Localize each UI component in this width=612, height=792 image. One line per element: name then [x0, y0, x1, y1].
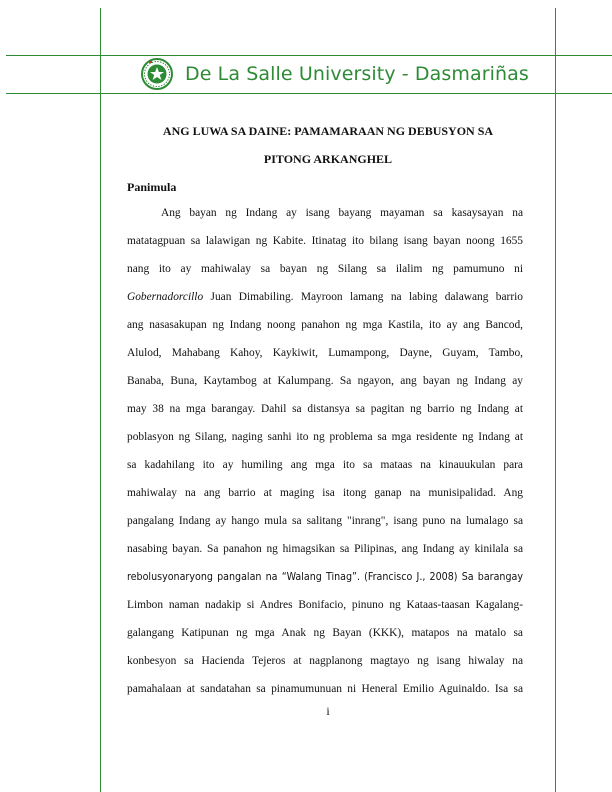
paragraph-line: ang nasasakupan ng Indang noong panahon ng mga Kastila, ito ay ang Bancod, [127, 319, 523, 331]
letterhead [141, 57, 529, 91]
dlsud-seal-icon [141, 58, 173, 90]
paragraph-line: sa kadahilang ito ay humiling ang mga ito sa mataas na kinauukulan para [127, 459, 523, 471]
document-title-line-1: ANG LUWA SA DAINE: PAMAMARAAN NG DEBUSYON SA [162, 124, 494, 138]
page-number: i [326, 704, 330, 718]
paragraph-line: rebolusyonaryong pangalan na “Walang Tinag”. (Francisco J., 2008) Sa barangay [127, 571, 523, 583]
section-heading: Panimula [127, 180, 177, 194]
header-rule-top [6, 55, 612, 56]
header-rule-bottom [6, 93, 612, 94]
paragraph-line: konbesyon sa Hacienda Tejeros at nagplanong magtayo ng isang hiwalay na [127, 655, 523, 667]
paragraph-line-text: Juan Dimabiling. Mayroon lamang na labing dalawang barrio [210, 291, 523, 303]
paragraph-line: Alulod, Mahabang Kahoy, Kaykiwit, Lumampong, Dayne, Guyam, Tambo, [127, 347, 523, 359]
paragraph-line [127, 289, 523, 305]
paragraph-line: nasabing bayan. Sa panahon ng himagsikan sa Pilipinas, ang Indang ay kinilala sa [127, 543, 523, 555]
paragraph-line: may 38 na mga barangay. Dahil sa distansya sa pagitan ng barrio ng Indang at [127, 403, 523, 415]
university-name: De La Salle University - Dasmariñas [185, 63, 529, 85]
paragraph-line: poblasyon ng Silang, naging sanhi ito ng problema sa mga residente ng Indang at [127, 431, 523, 443]
paragraph-line: matatagpuan sa lalawigan ng Kabite. Itinatag ito bilang isang bayan noong 1655 [127, 235, 523, 247]
paragraph-line: Limbon naman nadakip si Andres Bonifacio, pinuno ng Kataas-taasan Kagalang- [127, 599, 523, 611]
paragraph-line: Banaba, Buna, Kaytambog at Kalumpang. Sa ngayon, ang bayan ng Indang ay [127, 375, 523, 387]
paragraph-line: pamahalaan at sandatahan sa pinamumunuan ni Heneral Emilio Aguinaldo. Isa sa [127, 683, 523, 695]
paragraph-line: galangang Katipunan ng mga Anak ng Bayan (KKK), matapos na matalo sa [127, 627, 523, 639]
paragraph-line: nang ito ay mahiwalay sa bayan ng Silang sa ilalim ng pamumuno ni [127, 263, 523, 275]
paragraph-line: mahiwalay na ang barrio at maging isa itong ganap na munisipalidad. Ang [127, 487, 523, 499]
italic-term: Gobernadorcillo [127, 291, 204, 303]
paragraph-line: Ang bayan ng Indang ay isang bayang mayaman sa kasaysayan na [161, 207, 523, 219]
paragraph-line: pangalang Indang ay hango mula sa salitang "inrang", isang puno na lumalago sa [127, 515, 523, 527]
document-title-line-2: PITONG ARKANGHEL [263, 152, 393, 166]
